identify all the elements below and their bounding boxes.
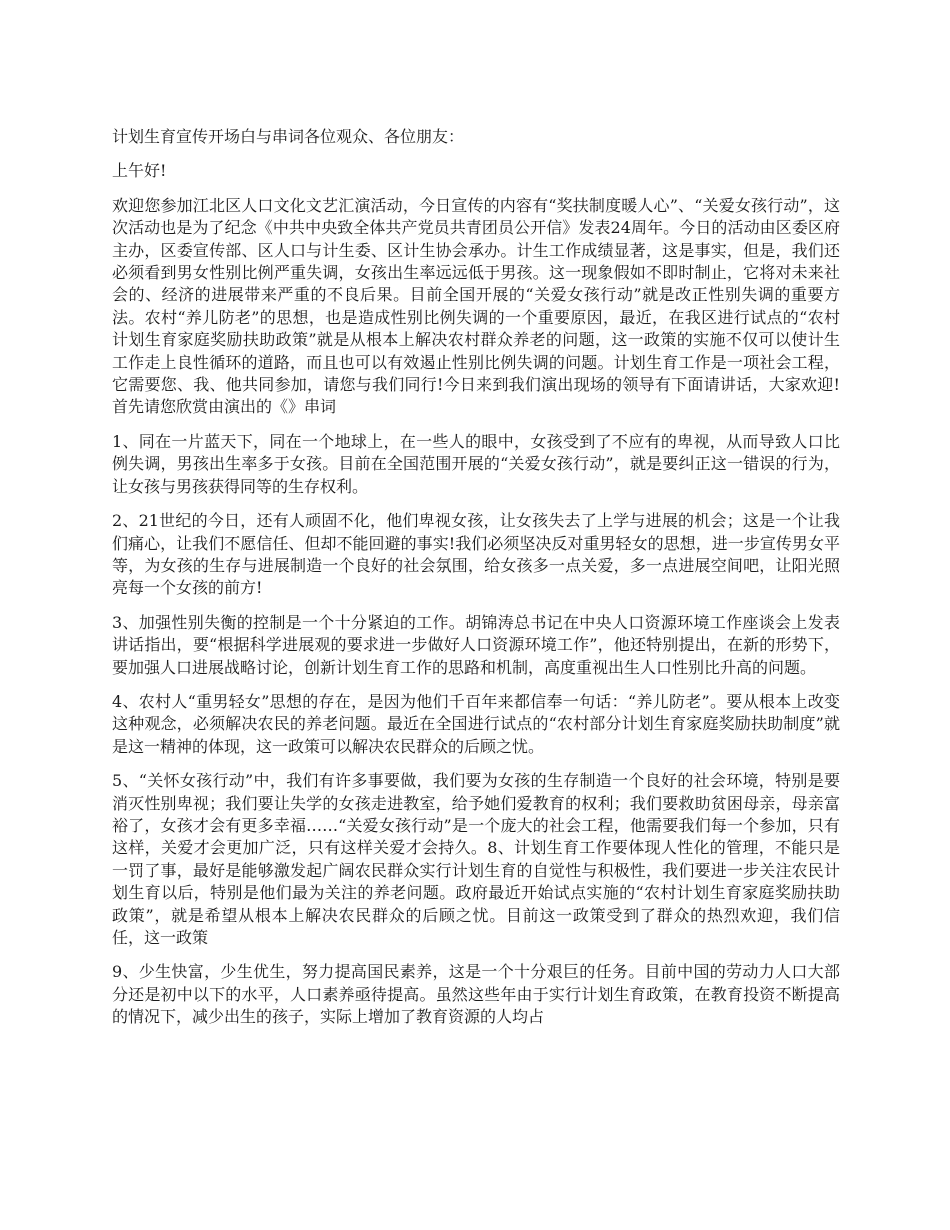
paragraph-4: 4、农村人“重男轻女”思想的存在，是因为他们千百年来都信奉一句话：“养儿防老”。要从根本上改变这种观念，必须解决农民的养老问题。最近在全国进行试点的“农村部分计划生育家庭奖励扶助制度”就是这一精神的体现，这一政策可以解决农民群众的后顾之忧。 [112,691,840,756]
document-page [112,126,840,1041]
greeting-paragraph: 上午好! [112,161,167,181]
paragraph-9: 9、少生快富，少生优生，努力提高国民素养，这是一个十分艰巨的任务。目前中国的劳动力人口大部分还是初中以下的水平，人口素养亟待提高。虽然这些年由于实行计划生育政策，在教育投资不断提高的情况下，减少出生的孩子，实际上增加了教育资源的人均占 [112,962,840,1027]
intro-paragraph: 欢迎您参加江北区人口文化文艺汇演活动，今日宣传的内容有“奖扶制度暖人心”、“关爱女孩行动”，这次活动也是为了纪念《中共中央致全体共产党员共青团员公开信》发表24周年。今日的活动由区委区府主办，区委宣传部、区人口与计生委、区计生协会承办。计生工作成绩显著，这是事实，但是，我们还必须看到男女性别比例严重失调，女孩出生率远远低于男孩。这一现象假如不即时制止，它将对未来社会的、经济的进展带来严重的不良后果。目前全国开展的“关爱女孩行动”就是改正性别失调的重要方法。农村“养儿防老”的思想，也是造成性别比例失调的一个重要原因，最近，在我区进行试点的“农村计划生育家庭奖励扶助政策”就是从根本上解决农村群众养老的问题，这一政策的实施不仅可以使计生工作走上良性循环的道路，而且也可以有效遏止性别比例失调的问题。计划生育工作是一项社会工程，它需要您、我、他共同参加，请您与我们同行!今日来到我们演出现场的领导有下面请讲话，大家欢迎!首先请您欣赏由演出的《》串词 [112,195,840,417]
paragraph-1: 1、同在一片蓝天下，同在一个地球上，在一些人的眼中，女孩受到了不应有的卑视，从而导致人口比例失调，男孩出生率多于女孩。目前在全国范围开展的“关爱女孩行动”，就是要纠正这一错误的行为，让女孩与男孩获得同等的生存权利。 [112,431,840,496]
paragraph-5-8: 5、“关怀女孩行动”中，我们有许多事要做，我们要为女孩的生存制造一个良好的社会环境，特别是要消灭性别卑视；我们要让失学的女孩走进教室，给予她们爱教育的权利；我们要救助贫困母亲，母亲富裕了，女孩才会有更多幸福……“关爱女孩行动”是一个庞大的社会工程，他需要我们每一个参加，只有这样，关爱才会更加广泛，只有这样关爱才会持久。8、计划生育工作要体现人性化的管理，不能只是一罚了事，最好是能够激发起广阔农民群众实行计划生育的自觉性与积极性，我们要进一步关注农民计划生育以后，特别是他们最为关注的养老问题。政府最近开始试点实施的“农村计划生育家庭奖励扶助政策”，就是希望从根本上解决农民群众的后顾之忧。目前这一政策受到了群众的热烈欢迎，我们信任，这一政策 [112,771,840,947]
document-title: 计划生育宣传开场白与串词各位观众、各位朋友： [112,127,465,146]
paragraph-3: 3、加强性别失衡的控制是一个十分紧迫的工作。胡锦涛总书记在中央人口资源环境工作座谈会上发表讲话指出，要“根据科学进展观的要求进一步做好人口资源环境工作”，他还特别提出，在新的形势下，要加强人口进展战略讨论，创新计划生育工作的思路和机制，高度重视出生人口性别比升高的问题。 [112,612,840,677]
paragraph-2: 2、21世纪的今日，还有人顽固不化，他们卑视女孩，让女孩失去了上学与进展的机会；这是一个让我们痛心，让我们不愿信任、但却不能回避的事实!我们必须坚决反对重男轻女的思想，进一步宣传男女平等，为女孩的生存与进展制造一个良好的社会氛围，给女孩多一点关爱，多一点进展空间吧，让阳光照亮每一个女孩的前方! [112,511,840,598]
